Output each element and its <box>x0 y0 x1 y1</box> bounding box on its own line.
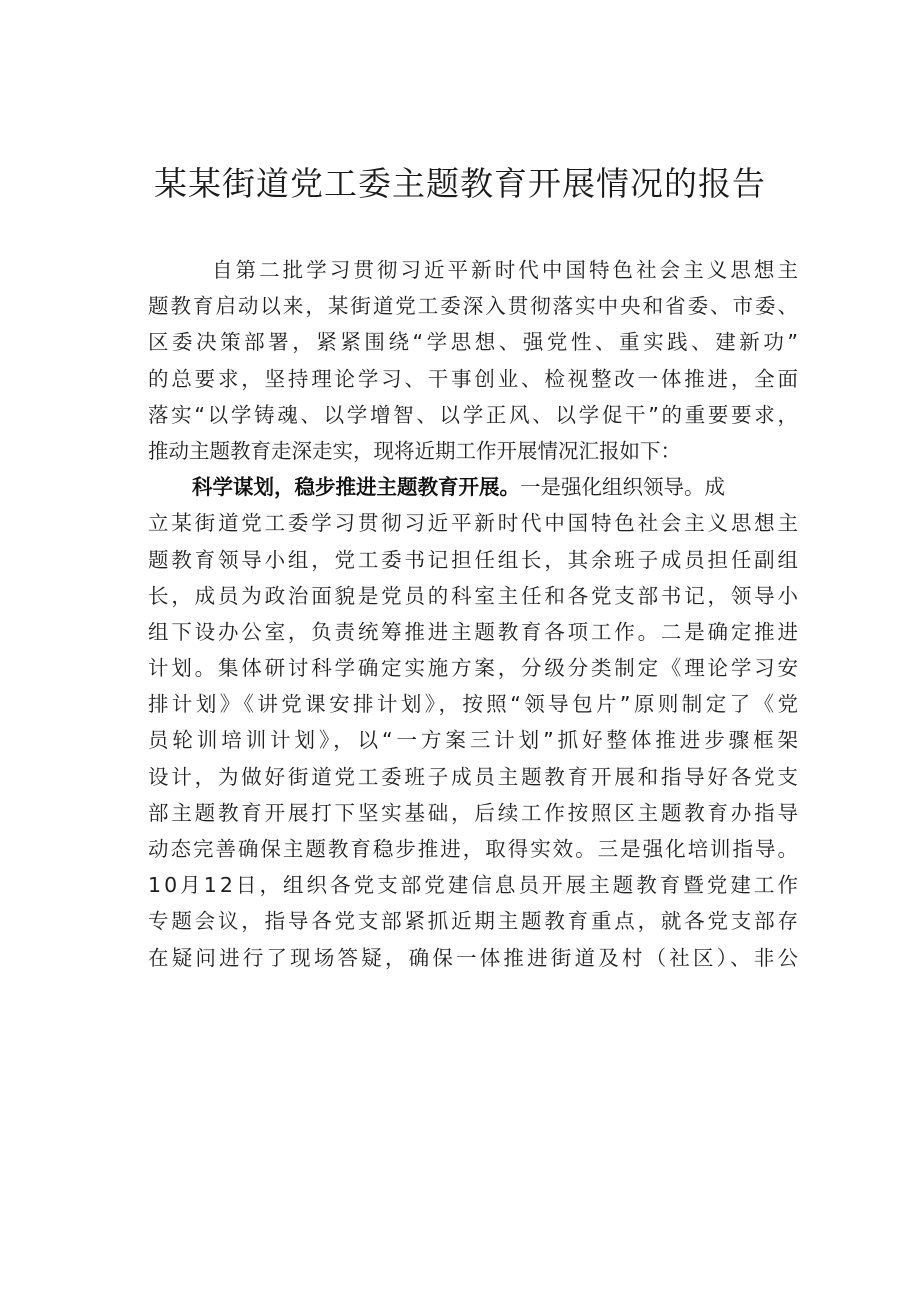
paragraph-line <box>148 288 798 324</box>
line-text: 动态完善确保主题教育稳步推进，取得实效。三是强化培训指导。 <box>148 837 800 861</box>
line-text: 题教育启动以来，某街道党工委深入贯彻落实中央和省委、市委、 <box>148 294 800 319</box>
paragraph-line <box>148 578 801 614</box>
document-body <box>148 252 802 976</box>
paragraph-line <box>148 469 798 505</box>
line-text: 区委决策部署，紧紧围绕“学思想、强党性、重实践、建新功” <box>148 330 802 355</box>
line-text: 立某街道党工委学习贯彻习近平新时代中国特色社会主义思想主 <box>148 511 801 536</box>
line-text: 在疑问进行了现场答疑，确保一体推进街道及村（社区）、非公 <box>148 945 802 970</box>
paragraph-line <box>148 361 801 397</box>
line-text: 设计，为做好街道党工委班子成员主题教育开展和指导好各党支 <box>148 764 801 789</box>
document-title: 某某街道党工委主题教育开展情况的报告 <box>154 164 766 203</box>
line-text: 一是强化组织领导。成 <box>520 475 725 500</box>
paragraph-line <box>148 324 802 360</box>
line-text: 计划。集体研讨科学确定实施方案，分级分类制定《理论学习安 <box>148 656 801 681</box>
line-text: 自第二批学习贯彻习近平新时代中国特色社会主义思想主 <box>212 258 802 282</box>
line-text: 部主题教育开展打下坚实基础，后续工作按照区主题教育办指导 <box>148 800 801 825</box>
paragraph-line <box>148 614 801 650</box>
paragraph-line <box>148 722 802 758</box>
line-text: 落实“以学铸魂、以学增智、以学正风、以学促干”的重要要求， <box>148 402 801 427</box>
line-text: 长，成员为政治面貌是党员的科室主任和各党支部书记，领导小 <box>148 583 801 608</box>
line-text: 组下设办公室，负责统筹推进主题教育各项工作。二是确定推进 <box>148 619 801 644</box>
paragraph-line <box>148 542 801 578</box>
line-text: 员轮训培训计划》，以“一方案三计划”抓好整体推进步骤框架 <box>148 728 802 753</box>
paragraph-line <box>148 650 801 686</box>
paragraph-line <box>148 831 798 867</box>
section-heading: 科学谋划，稳步推进主题教育开展。 <box>192 475 520 500</box>
paragraph-line <box>148 759 801 795</box>
paragraph-line <box>148 505 801 541</box>
paragraph-line <box>148 795 801 831</box>
paragraph-line <box>148 252 802 288</box>
line-text: 10月12日，组织各党支部党建信息员开展主题教育暨党建工作 <box>148 873 802 898</box>
line-text: 推动主题教育走深走实，现将近期工作开展情况汇报如下： <box>148 438 681 463</box>
paragraph-line <box>148 433 798 469</box>
paragraph-line <box>148 686 802 722</box>
paragraph-line <box>148 867 802 903</box>
line-text: 排计划》《讲党课安排计划》，按照“领导包片”原则制定了《党 <box>148 692 802 717</box>
line-text: 专题会议，指导各党支部紧抓近期主题教育重点，就各党支部存 <box>148 909 801 934</box>
line-text: 题教育领导小组，党工委书记担任组长，其余班子成员担任副组 <box>148 547 801 572</box>
paragraph-line <box>148 397 801 433</box>
paragraph-line <box>148 940 802 976</box>
line-text: 的总要求，坚持理论学习、干事创业、检视整改一体推进，全面 <box>148 366 801 391</box>
paragraph-line <box>148 903 801 939</box>
